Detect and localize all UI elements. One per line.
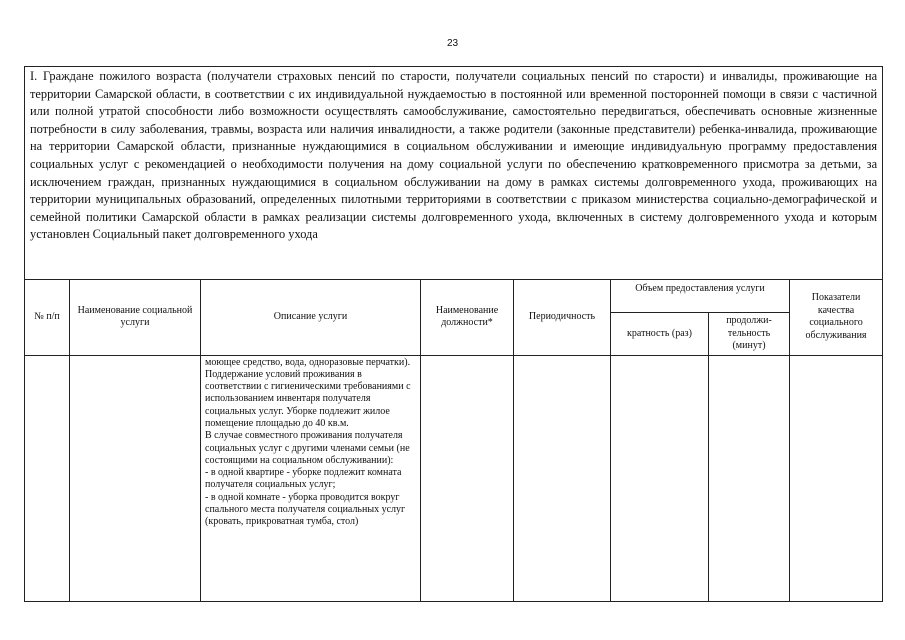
cell-position [421,355,514,601]
description-text: моющее средство, вода, одноразовые перчатки). Поддержание условий проживания в соответствии с гигиеническими требованиями с использованием инвентаря получателя социальных услуг. Уборке подлежит жилое помещение площадью до 40 кв.м. В случае совместного проживания получателя социальных услуг с другими членами семьи (не состоящими на социальном обслуживании): - в одной квартире - уборке подлежит комната получателя социальных услуг; - в одной комнате - уборка проводится вокруг спального места получателя социальных услуг (кровать, прикроватная тумба, стол) [205,356,411,528]
header-position: Наименование должности* [421,280,514,356]
header-service-name: Наименование социальной услуги [70,280,201,356]
section-heading-row [25,67,883,280]
cell-frequency [611,355,709,601]
cell-periodicity [514,355,611,601]
cell-num [25,355,70,601]
header-duration: продолжи-тельность (минут) [709,313,790,356]
page-number: 23 [446,38,459,49]
header-periodicity: Периодичность [514,280,611,356]
header-frequency: кратность (раз) [611,313,709,356]
cell-service-name [70,355,201,601]
header-row-1 [25,280,883,313]
table-row [25,355,883,601]
header-quality: Показатели качества социального обслуживания [790,280,883,356]
cell-quality [790,355,883,601]
cell-duration [709,355,790,601]
header-volume-group: Объем предоставления услуги [611,280,790,313]
header-num: № п/п [25,280,70,356]
header-description: Описание услуги [201,280,421,356]
cell-description [201,355,421,601]
services-table [24,66,883,602]
section-heading: I. Граждане пожилого возраста (получатели страховых пенсий по старости, получатели социальных пенсий по старости) и инвалиды, проживающие на территории Самарской области, в соответствии с их индивидуальной нуждаемостью в постоянной или временной посторонней помощи в связи с частичной или полной утратой способности либо возможности осуществлять самообслуживание, самостоятельно передвигаться, обеспечивать основные жизненные потребности в силу заболевания, травмы, возраста или наличия инвалидности, а также родители (законные представители) ребенка-инвалида, проживающие на территории Самарской области, признанные нуждающимися в социальном обслуживании и имеющие индивидуальную программу предоставления социальных услуг с рекомендацией о необходимости получения на дому социальной услуги по обеспечению кратковременного присмотра за детьми, за исключением граждан, признанных нуждающимися в социальном обслуживании на дому в рамках системы долговременного ухода, проживающих на территории муниципальных образований, определенных пилотными территориями в соответствии с приказом министерства социально-демографической и семейной политики Самарской области в рамках реализации системы долговременного ухода, включенных в систему долговременного ухода и которым установлен Социальный пакет долговременного ухода [25,67,883,280]
